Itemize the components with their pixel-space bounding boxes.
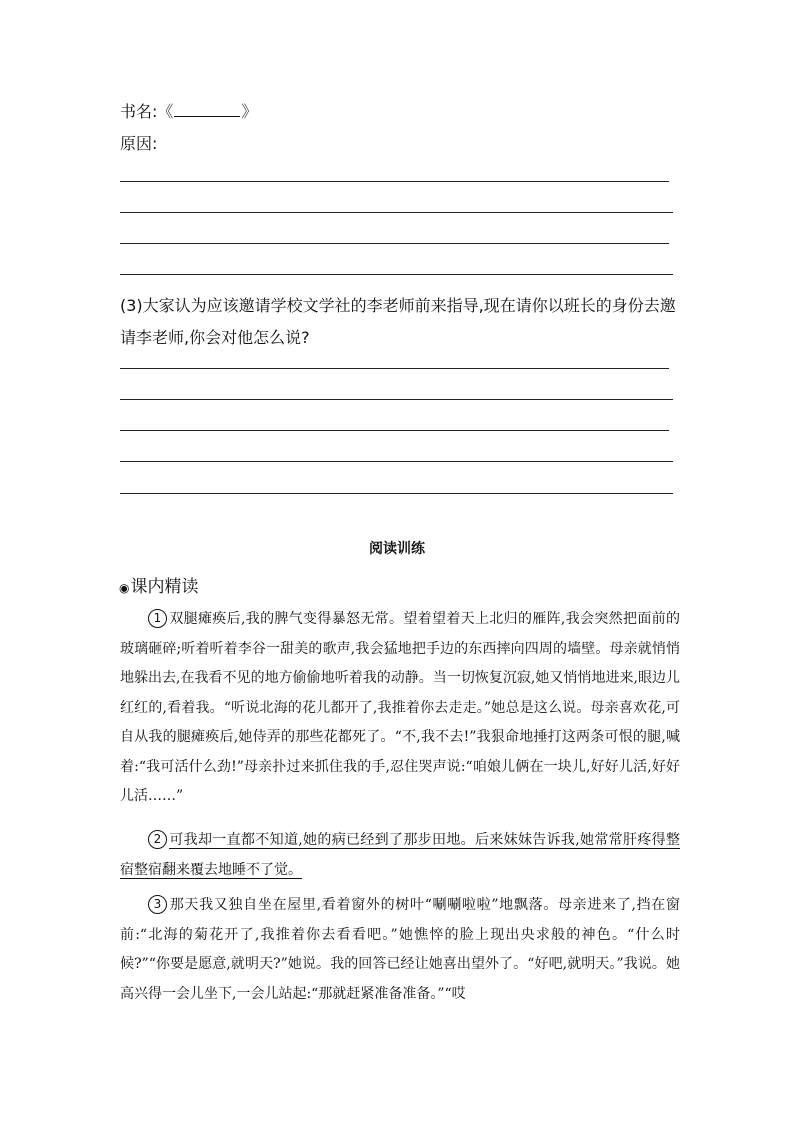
paragraph-2 — [120, 826, 680, 885]
answer-line[interactable] — [120, 181, 669, 182]
reason-label: 原因: — [120, 134, 158, 153]
answer-line[interactable] — [120, 243, 669, 244]
answer-line[interactable] — [120, 399, 673, 400]
book-open-bracket: 《 — [157, 102, 174, 121]
paragraph-number: 2 — [148, 830, 167, 849]
paragraph-1 — [120, 605, 680, 812]
paragraph-text: 双腿瘫痪后,我的脾气变得暴怒无常。望着望着天上北归的雁阵,我会突然把面前的玻璃砸碎;听着听着李谷一甜美的歌声,我会猛地把手边的东西摔向四周的墙壁。母亲就悄悄地躲出去,在我看不见的地方偷偷地听着我的动静。当一切恢复沉寂,她又悄悄地进来,眼边儿红红的,看着我。“听说北海的花儿都开了,我推着你去走走。”她总是这么说。母亲喜欢花,可自从我的腿瘫痪后,她侍弄的那些花都死了。“不,我不去!”我狠命地捶打这两条可恨的腿,喊着:“我可活什么劲!”母亲扑过来抓住我的手,忍住哭声说:“咱娘儿俩在一块儿,好好儿活,好好儿活……” — [120, 611, 680, 804]
book-close-bracket: 》 — [241, 102, 258, 121]
answer-line[interactable] — [120, 212, 673, 213]
answer-line[interactable] — [120, 461, 673, 462]
paragraph-number: 1 — [148, 609, 167, 628]
question-3: (3)大家认为应该邀请学校文学社的李老师前来指导,现在请你以班长的身份去邀请李老师,你会对他怎么说? — [120, 296, 676, 347]
book-title-label: 书名: — [120, 102, 158, 121]
bullet-icon: ◉ — [119, 581, 130, 595]
section-title: 阅读训练 — [369, 541, 425, 557]
answer-line[interactable] — [120, 430, 669, 431]
paragraph-number: 3 — [148, 895, 167, 914]
book-title-line — [120, 101, 257, 123]
paragraph-text: 那天我又独自坐在屋里,看着窗外的树叶“唰唰啦啦”地飘落。母亲进来了,挡在窗前:“北海的菊花开了,我推着你去看看吧。”她憔悴的脸上现出央求般的神色。“什么时候?”“你要是愿意,就明天?”她说。我的回答已经让她喜出望外了。“好吧,就明天。”我说。她高兴得一会儿坐下,一会儿站起:“那就赶紧准备准备。”“哎 — [120, 897, 680, 1002]
answer-line[interactable] — [120, 274, 673, 275]
paragraph-3 — [120, 891, 680, 1009]
answer-line[interactable] — [120, 368, 669, 369]
book-title-blank[interactable] — [174, 102, 240, 117]
underlined-sentence: 可我却一直都不知道,她的病已经到了那步田地。后来妹妹告诉我,她常常肝疼得整宿整宿翻来覆去地睡不了觉。 — [120, 832, 680, 878]
subsection-label: 课内精读 — [130, 577, 199, 597]
subsection-heading — [119, 575, 198, 600]
answer-line[interactable] — [120, 493, 673, 494]
